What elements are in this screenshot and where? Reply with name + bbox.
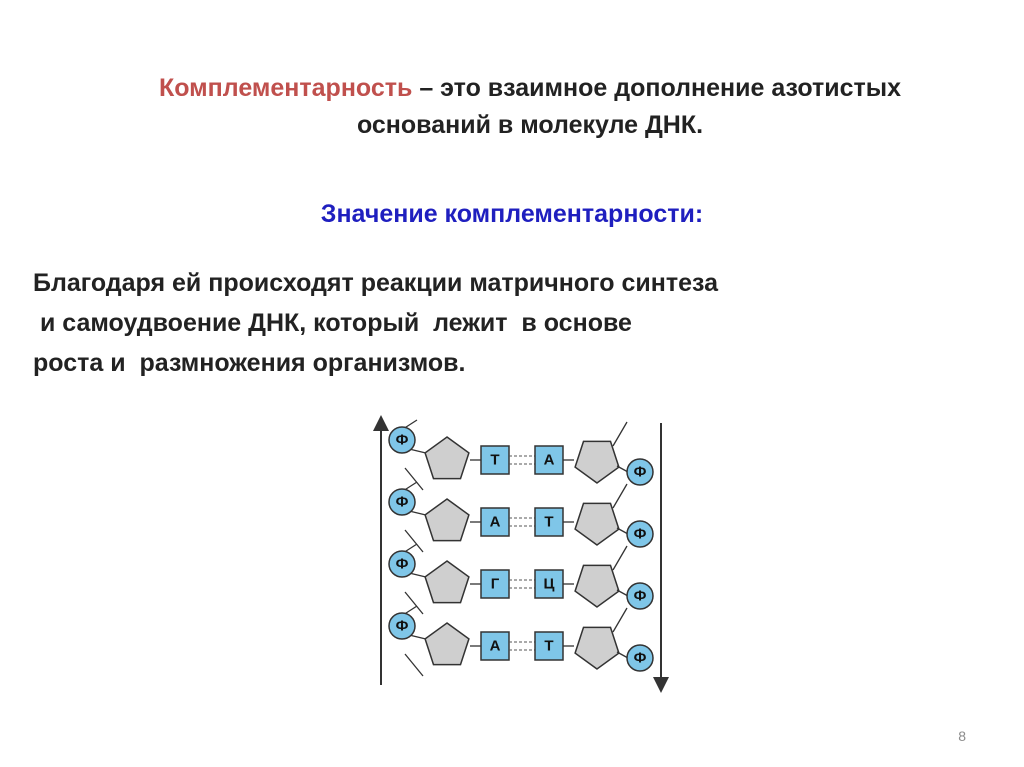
left-phosphate-label: Ф bbox=[395, 431, 409, 449]
right-sugar-pentagon bbox=[575, 627, 619, 669]
right-base-label: Т bbox=[544, 637, 554, 655]
left-backbone-link bbox=[405, 530, 423, 552]
right-sugar-pentagon bbox=[575, 565, 619, 607]
left-sugar-pentagon bbox=[425, 623, 469, 665]
left-backbone-link bbox=[405, 654, 423, 676]
section-heading: Значение комплементарности: bbox=[320, 200, 704, 228]
definition-text bbox=[60, 70, 1000, 144]
left-backbone-link bbox=[405, 592, 423, 614]
left-phosphate-label: Ф bbox=[395, 617, 409, 635]
definition-line-2: оснований в молекуле ДНК. bbox=[356, 111, 704, 139]
right-backbone-link bbox=[613, 608, 627, 632]
left-base-label: А bbox=[489, 637, 501, 655]
left-phosphate-label: Ф bbox=[395, 555, 409, 573]
left-base-label: А bbox=[489, 513, 501, 531]
right-phosphate-label: Ф bbox=[633, 463, 647, 481]
definition-line-1 bbox=[60, 70, 1000, 107]
right-base-label: Т bbox=[544, 513, 554, 531]
left-sugar-pentagon bbox=[425, 437, 469, 479]
right-base-label: Ц bbox=[543, 575, 555, 593]
right-backbone-link bbox=[613, 484, 627, 508]
definition-term: Комплементарность bbox=[158, 74, 413, 102]
right-base-label: А bbox=[543, 451, 555, 469]
right-sugar-pentagon bbox=[575, 441, 619, 483]
right-phosphate-label: Ф bbox=[633, 649, 647, 667]
right-phosphate-label: Ф bbox=[633, 587, 647, 605]
page-number: 8 bbox=[958, 728, 966, 744]
body-line-3: роста и размножения организмов. bbox=[33, 349, 466, 377]
left-phosphate-label: Ф bbox=[395, 493, 409, 511]
left-sugar-pentagon bbox=[425, 561, 469, 603]
left-sugar-pentagon bbox=[425, 499, 469, 541]
body-paragraph bbox=[33, 263, 933, 383]
body-line-2: и самоудвоение ДНК, который лежит в основе bbox=[33, 309, 632, 337]
right-phosphate-label: Ф bbox=[633, 525, 647, 543]
dna-structure-diagram bbox=[365, 413, 675, 693]
body-line-1: Благодаря ей происходят реакции матричного синтеза bbox=[33, 269, 718, 297]
definition-line-1-rest: – это взаимное дополнение азотистых bbox=[412, 74, 902, 102]
left-backbone-link bbox=[405, 468, 423, 490]
right-sugar-pentagon bbox=[575, 503, 619, 545]
left-base-label: Г bbox=[490, 575, 500, 593]
right-backbone-link bbox=[613, 546, 627, 570]
right-backbone-link bbox=[613, 422, 627, 446]
left-base-label: Т bbox=[490, 451, 500, 469]
